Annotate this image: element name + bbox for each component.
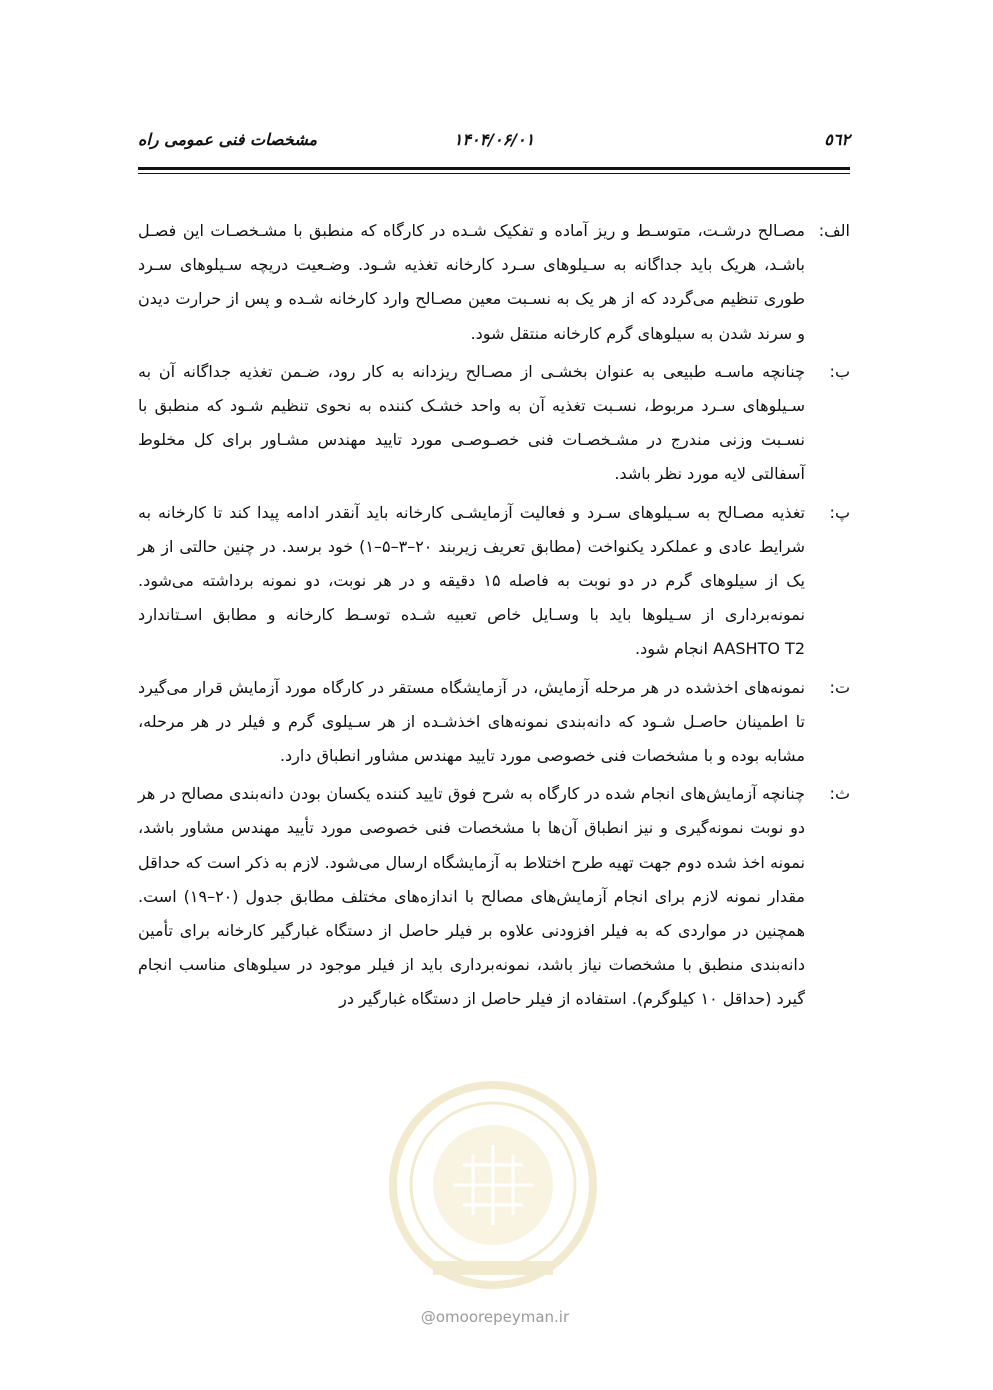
page-number: ٥٦٢ [824, 130, 850, 149]
item-marker: الف: [818, 221, 850, 240]
header-rule-thin [138, 173, 850, 174]
list-item-te [138, 671, 850, 774]
list-item-be [138, 355, 850, 492]
item-text: مصـالح درشـت، متوسـط و ریز آماده و تفکیک شـده در کارگاه که منطبق با مشـخصـات این فصـل باشـد، هریک باید جداگانه به سـیلوهای سـرد کارخانه تغذیه شـود. وضـعیت دریچه سـیلوهای سـرد طوری تنظیم می‌گردد که از هر یک به نسـبت معین مصـالح وارد کارخانه شـده و پس از حرارت دیدن و سرند شدن به سیلوهای گرم کارخانه منتقل شود. [138, 221, 805, 343]
item-marker: پ: [829, 502, 850, 522]
item-text: چنانچه آزمایش‌های انجام شده در کارگاه به شرح فوق تایید کننده یکسان بودن دانه‌بندی مصالح در هر دو نوبت نمونه‌گیری و نیز انطباق آن‌ها با مشخصات فنی خصوصی مورد تأیید مهندس مشاور باشد، نمونه اخذ شده دوم جهت تهیه طرح اختلاط به آزمایشگاه ارسال می‌شود. لازم به ذکر است که حداقل مقدار نمونه لازم برای انجام آزمایش‌های مصالح با اندازه‌های مختلف مطابق جدول (۲۰–۱۹) است. همچنین در مواردی که به فیلر افزودنی علاوه بر فیلر حاصل از دستگاه غبارگیر کارخانه برای تأمین دانه‌بندی منطبق با مشخصات نیاز باشد، نمونه‌برداری باید از فیلر موجود در سیلوهای مناسب انجام گیرد (حداقل ۱۰ کیلوگرم). استفاده از فیلر حاصل از دستگاه غبارگیر در [138, 784, 805, 1009]
header-rule-thick [138, 167, 850, 170]
document-body [138, 214, 850, 1021]
list-item-alef [138, 214, 850, 351]
item-text: نمونه‌های اخذشده در هر مرحله آزمایش، در آزمایشگاه مستقر در کارگاه مورد آزمایش قرار می‌گیرد تا اطمینان حاصـل شـود که دانه‌بندی نمونه‌های اخذشـده از هر سـیلوی گرم و فیلر در هر مرحله، مشابه بوده و با مشخصات فنی خصوصی مورد تایید مهندس مشاور انطباق دارد. [138, 677, 805, 766]
header-date: ۱۴۰۴/۰۶/۰۱ [453, 130, 535, 149]
item-marker: ب: [829, 361, 850, 381]
document-title: مشخصات فنی عمومی راه [138, 130, 318, 149]
watermark-site: @omoorepeyman.ir [420, 1308, 570, 1326]
item-marker: ث: [829, 784, 850, 804]
item-text: تغذیه مصـالح به سـیلوهای سـرد و فعالیت آزمایشـی کارخانه باید آنقدر ادامه پیدا کند تا کارخانه به شرایط عادی و عملکرد یکنواخت (مطابق تعریف زیربند ۲۰–۳–۵–۱) خود برسد. در چنین حالتی از هر یک از سیلوهای گرم در دو نوبت به فاصله ۱۵ دقیقه و در هر نوبت، دو نمونه برداشته می‌شود. نمونه‌برداری از سـیلوها باید با وسـایل خاص تعبیه شـده توسـط کارخانه و مطابق اسـتاندارد AASHTO T2 انجام شود. [138, 502, 805, 659]
list-item-se [138, 777, 850, 1016]
list-item-pe [138, 496, 850, 667]
item-text: چنانچه ماسـه طبیعی به عنوان بخشـی از مصـالح ریزدانه به کار رود، ضـمن تغذیه جداگانه آن به سـیلوهای سـرد مربوط، نسـبت تغذیه آن به واحد خشـک کننده به نحوی تنظیم شـود که منطبق با نسـبت وزنی مندرج در مشـخصـات فنی خصـوصـی مورد تایید مهندس مشـاور برای کل مخلوط آسفالتی لایه مورد نظر باشد. [138, 361, 805, 484]
page-header [138, 128, 850, 158]
item-marker: ت: [829, 677, 850, 697]
watermark-seal-icon [383, 1075, 603, 1295]
